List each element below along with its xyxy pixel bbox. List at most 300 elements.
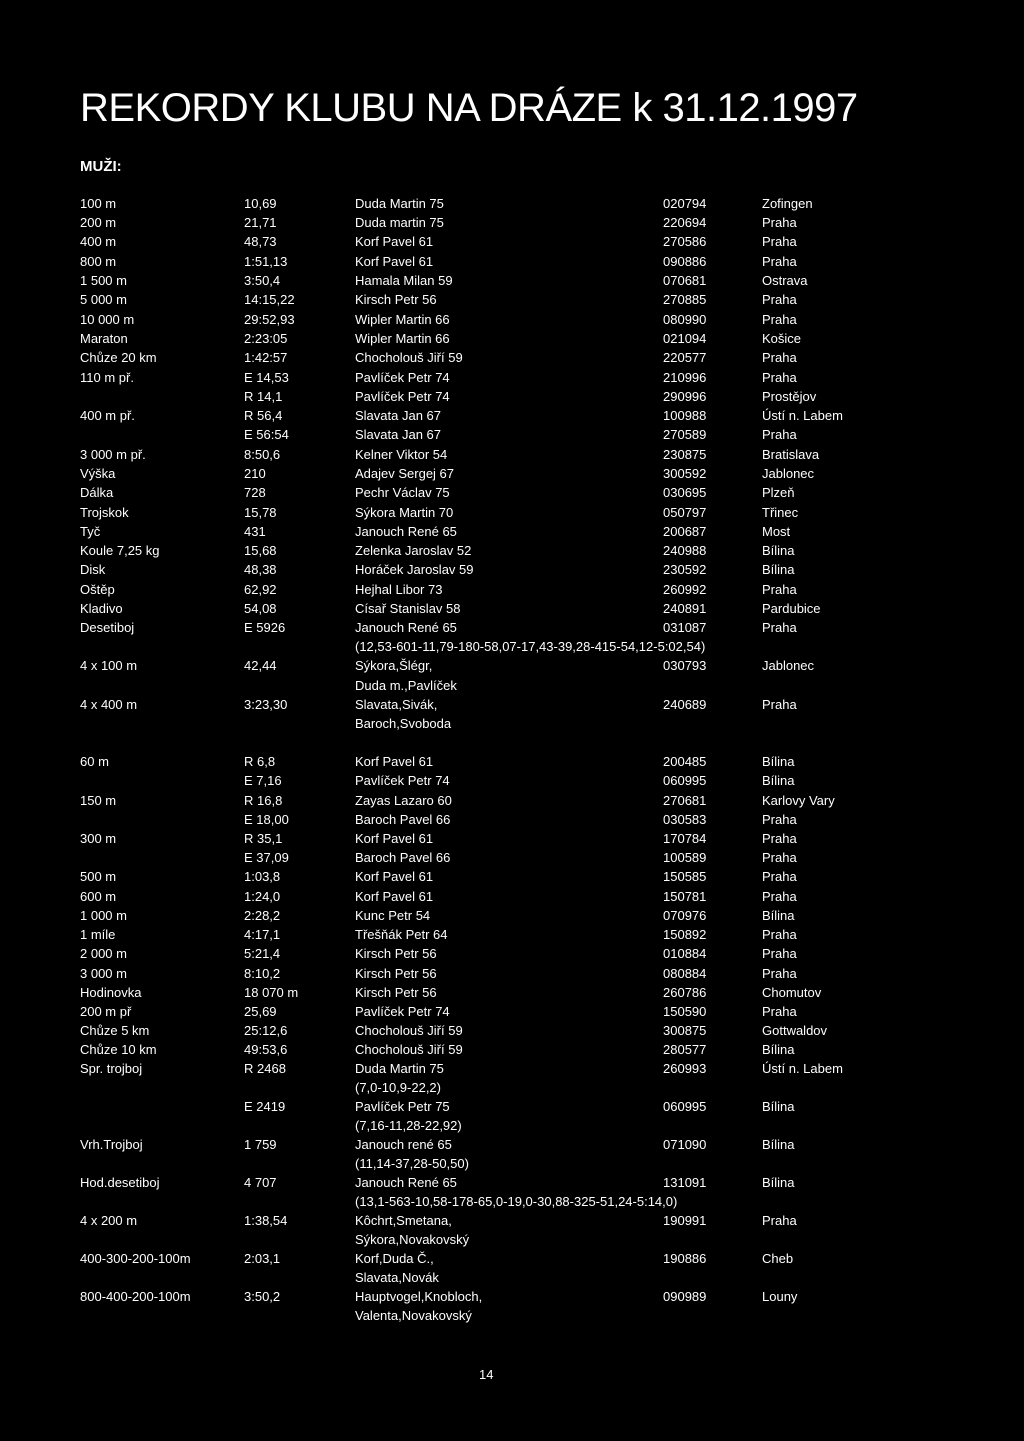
date-cell: 030695 — [663, 485, 707, 500]
athlete-cell: Pavlíček Petr 74 — [355, 1004, 450, 1019]
result-cell: 210 — [244, 466, 266, 481]
result-cell: R 35,1 — [244, 831, 283, 846]
athlete-cell: Kôchrt,Smetana, — [355, 1213, 452, 1228]
table-row — [0, 406, 1024, 426]
athlete-cell: (7,16-11,28-22,92) — [355, 1118, 462, 1133]
athlete-cell: Janouch rené 65 — [355, 1137, 452, 1152]
place-cell: Bílina — [762, 1042, 795, 1057]
discipline-cell: 100 m — [80, 196, 117, 211]
result-cell: E 18,00 — [244, 812, 289, 827]
athlete-cell: Horáček Jaroslav 59 — [355, 562, 474, 577]
place-cell: Praha — [762, 831, 797, 846]
result-cell: 25,69 — [244, 1004, 277, 1019]
date-cell: 300875 — [663, 1023, 707, 1038]
place-cell: Praha — [762, 812, 797, 827]
athlete-cell: Pavlíček Petr 74 — [355, 773, 450, 788]
athlete-cell: Baroch Pavel 66 — [355, 850, 451, 865]
table-row — [0, 810, 1024, 830]
place-cell: Košice — [762, 331, 802, 346]
table-row — [0, 271, 1024, 291]
date-cell: 210996 — [663, 370, 707, 385]
table-row — [0, 618, 1024, 638]
table-row — [0, 1211, 1024, 1231]
discipline-cell: 200 m př — [80, 1004, 132, 1019]
table-row — [0, 1002, 1024, 1022]
athlete-cell: Kirsch Petr 56 — [355, 966, 437, 981]
table-row — [0, 541, 1024, 561]
discipline-cell: 1 500 m — [80, 273, 127, 288]
place-cell: Praha — [762, 889, 797, 904]
discipline-cell: 2 000 m — [80, 946, 127, 961]
athlete-cell: Kelner Viktor 54 — [355, 447, 448, 462]
place-cell: Praha — [762, 620, 797, 635]
athlete-cell: Wipler Martin 66 — [355, 312, 450, 327]
athlete-cell: Korf Pavel 61 — [355, 831, 434, 846]
discipline-cell: 150 m — [80, 793, 117, 808]
date-cell: 020794 — [663, 196, 707, 211]
discipline-cell: 1 míle — [80, 927, 116, 942]
table-row — [0, 1287, 1024, 1307]
place-cell: Plzeň — [762, 485, 795, 500]
place-cell: Karlovy Vary — [762, 793, 835, 808]
date-cell: 100589 — [663, 850, 707, 865]
athlete-cell: Hamala Milan 59 — [355, 273, 453, 288]
place-cell: Bílina — [762, 543, 795, 558]
place-cell: Třinec — [762, 505, 799, 520]
discipline-cell: Koule 7,25 kg — [80, 543, 160, 558]
date-cell: 010884 — [663, 946, 707, 961]
date-cell: 290996 — [663, 389, 707, 404]
result-cell: 8:10,2 — [244, 966, 281, 981]
date-cell: 280577 — [663, 1042, 707, 1057]
athlete-cell: Kunc Petr 54 — [355, 908, 431, 923]
place-cell: Bílina — [762, 754, 795, 769]
table-row — [0, 387, 1024, 407]
discipline-cell: 10 000 m — [80, 312, 135, 327]
date-cell: 260786 — [663, 985, 707, 1000]
discipline-cell: Trojskok — [80, 505, 129, 520]
athlete-cell: Korf Pavel 61 — [355, 234, 434, 249]
result-cell: 431 — [244, 524, 266, 539]
result-cell: R 2468 — [244, 1061, 286, 1076]
discipline-cell: Výška — [80, 466, 116, 481]
result-cell: E 14,53 — [244, 370, 289, 385]
place-cell: Praha — [762, 946, 797, 961]
date-cell: 200687 — [663, 524, 707, 539]
athlete-cell: Valenta,Novakovský — [355, 1308, 472, 1323]
discipline-cell: 4 x 400 m — [80, 697, 138, 712]
discipline-cell: 4 x 200 m — [80, 1213, 138, 1228]
place-cell: Ostrava — [762, 273, 808, 288]
table-row — [0, 771, 1024, 791]
table-row — [0, 348, 1024, 368]
result-cell: 1:03,8 — [244, 869, 281, 884]
athlete-cell: Pechr Václav 75 — [355, 485, 450, 500]
table-row — [0, 1268, 1024, 1288]
table-row — [0, 925, 1024, 945]
result-cell: 48,73 — [244, 234, 277, 249]
place-cell: Praha — [762, 254, 797, 269]
place-cell: Praha — [762, 370, 797, 385]
athlete-cell: Baroch Pavel 66 — [355, 812, 451, 827]
table-row — [0, 232, 1024, 252]
athlete-cell: (11,14-37,28-50,50) — [355, 1156, 469, 1171]
table-row — [0, 1021, 1024, 1041]
result-cell: 54,08 — [244, 601, 277, 616]
table-row — [0, 580, 1024, 600]
table-row — [0, 1135, 1024, 1155]
place-cell: Praha — [762, 234, 797, 249]
table-row — [0, 368, 1024, 388]
discipline-cell: Maraton — [80, 331, 128, 346]
athlete-cell: Kirsch Petr 56 — [355, 946, 437, 961]
place-cell: Praha — [762, 927, 797, 942]
athlete-cell: Hejhal Libor 73 — [355, 582, 443, 597]
date-cell: 260992 — [663, 582, 707, 597]
page-number: 14 — [479, 1367, 494, 1382]
discipline-cell: 3 000 m — [80, 966, 127, 981]
athlete-cell: Slavata Jan 67 — [355, 408, 442, 423]
date-cell: 230592 — [663, 562, 707, 577]
table-row — [0, 599, 1024, 619]
athlete-cell: Baroch,Svoboda — [355, 716, 452, 731]
place-cell: Praha — [762, 966, 797, 981]
place-cell: Chomutov — [762, 985, 822, 1000]
result-cell: E 37,09 — [244, 850, 289, 865]
table-row — [0, 1249, 1024, 1269]
place-cell: Bílina — [762, 773, 795, 788]
place-cell: Bílina — [762, 1099, 795, 1114]
place-cell: Most — [762, 524, 791, 539]
table-row — [0, 252, 1024, 272]
place-cell: Praha — [762, 292, 797, 307]
date-cell: 021094 — [663, 331, 707, 346]
athlete-cell: Kirsch Petr 56 — [355, 292, 437, 307]
discipline-cell: Chůze 5 km — [80, 1023, 150, 1038]
athlete-cell: Korf Pavel 61 — [355, 889, 434, 904]
result-cell: 1 759 — [244, 1137, 277, 1152]
result-cell: R 6,8 — [244, 754, 276, 769]
result-cell: 14:15,22 — [244, 292, 295, 307]
date-cell: 150585 — [663, 869, 707, 884]
result-cell: 3:50,2 — [244, 1289, 281, 1304]
date-cell: 071090 — [663, 1137, 707, 1152]
date-cell: 190886 — [663, 1251, 707, 1266]
table-row — [0, 503, 1024, 523]
athlete-cell: Zelenka Jaroslav 52 — [355, 543, 472, 558]
date-cell: 270681 — [663, 793, 707, 808]
date-cell: 170784 — [663, 831, 707, 846]
table-row — [0, 887, 1024, 907]
result-cell: E 2419 — [244, 1099, 286, 1114]
date-cell: 270589 — [663, 427, 707, 442]
athlete-cell: Slavata Jan 67 — [355, 427, 442, 442]
discipline-cell: Spr. trojboj — [80, 1061, 143, 1076]
discipline-cell: 800 m — [80, 254, 117, 269]
discipline-cell: Desetiboj — [80, 620, 135, 635]
table-row — [0, 676, 1024, 696]
date-cell: 050797 — [663, 505, 707, 520]
table-row — [0, 1306, 1024, 1326]
table-row — [0, 464, 1024, 484]
result-cell: 15,68 — [244, 543, 277, 558]
place-cell: Pardubice — [762, 601, 821, 616]
athlete-cell: Janouch René 65 — [355, 1175, 457, 1190]
discipline-cell: 400-300-200-100m — [80, 1251, 191, 1266]
athlete-cell: Duda m.,Pavlíček — [355, 678, 457, 693]
result-cell: 49:53,6 — [244, 1042, 288, 1057]
date-cell: 270885 — [663, 292, 707, 307]
table-row — [0, 483, 1024, 503]
table-row — [0, 1154, 1024, 1174]
athlete-cell: Třešňák Petr 64 — [355, 927, 448, 942]
page-title: REKORDY KLUBU NA DRÁZE k 31.12.1997 — [80, 86, 858, 130]
result-cell: 2:03,1 — [244, 1251, 281, 1266]
table-row — [0, 944, 1024, 964]
place-cell: Praha — [762, 427, 797, 442]
table-row — [0, 829, 1024, 849]
result-cell: 42,44 — [244, 658, 277, 673]
date-cell: 080990 — [663, 312, 707, 327]
table-row — [0, 329, 1024, 349]
table-row — [0, 522, 1024, 542]
table-row — [0, 1230, 1024, 1250]
place-cell: Prostějov — [762, 389, 817, 404]
athlete-cell: Slavata,Sivák, — [355, 697, 438, 712]
athlete-cell: (13,1-563-10,58-178-65,0-19,0-30,88-325-51,24-5:14,0) — [355, 1194, 678, 1209]
table-row — [0, 1097, 1024, 1117]
date-cell: 090886 — [663, 254, 707, 269]
date-cell: 150892 — [663, 927, 707, 942]
place-cell: Ústí n. Labem — [762, 1061, 843, 1076]
discipline-cell: 4 x 100 m — [80, 658, 138, 673]
result-cell: E 5926 — [244, 620, 286, 635]
result-cell: R 14,1 — [244, 389, 283, 404]
result-cell: 21,71 — [244, 215, 277, 230]
table-row — [0, 714, 1024, 734]
result-cell: 15,78 — [244, 505, 277, 520]
table-row — [0, 983, 1024, 1003]
result-cell: 728 — [244, 485, 266, 500]
result-cell: 1:38,54 — [244, 1213, 288, 1228]
discipline-cell: 60 m — [80, 754, 109, 769]
result-cell: 1:51,13 — [244, 254, 288, 269]
date-cell: 240689 — [663, 697, 707, 712]
athlete-cell: Pavlíček Petr 75 — [355, 1099, 450, 1114]
place-cell: Praha — [762, 350, 797, 365]
discipline-cell: Oštěp — [80, 582, 115, 597]
result-cell: 1:24,0 — [244, 889, 281, 904]
table-row — [0, 194, 1024, 214]
date-cell: 150590 — [663, 1004, 707, 1019]
result-cell: 4 707 — [244, 1175, 277, 1190]
athlete-cell: Sýkora Martin 70 — [355, 505, 454, 520]
place-cell: Louny — [762, 1289, 798, 1304]
table-row — [0, 656, 1024, 676]
table-row — [0, 695, 1024, 715]
discipline-cell: 500 m — [80, 869, 117, 884]
result-cell: 3:50,4 — [244, 273, 281, 288]
result-cell: 18 070 m — [244, 985, 299, 1000]
table-row — [0, 1173, 1024, 1193]
table-row — [0, 906, 1024, 926]
table-row — [0, 637, 1024, 657]
table-row — [0, 752, 1024, 772]
date-cell: 270586 — [663, 234, 707, 249]
athlete-cell: Slavata,Novák — [355, 1270, 439, 1285]
athlete-cell: Korf Pavel 61 — [355, 869, 434, 884]
date-cell: 300592 — [663, 466, 707, 481]
table-row — [0, 848, 1024, 868]
result-cell: E 56:54 — [244, 427, 289, 442]
result-cell: 10,69 — [244, 196, 277, 211]
athlete-cell: Wipler Martin 66 — [355, 331, 450, 346]
place-cell: Praha — [762, 312, 797, 327]
date-cell: 030793 — [663, 658, 707, 673]
date-cell: 060995 — [663, 773, 707, 788]
result-cell: 8:50,6 — [244, 447, 281, 462]
discipline-cell: Hodinovka — [80, 985, 142, 1000]
date-cell: 080884 — [663, 966, 707, 981]
athlete-cell: Korf Pavel 61 — [355, 754, 434, 769]
table-row — [0, 290, 1024, 310]
place-cell: Jablonec — [762, 466, 815, 481]
place-cell: Bílina — [762, 908, 795, 923]
table-row — [0, 1116, 1024, 1136]
athlete-cell: Zayas Lazaro 60 — [355, 793, 452, 808]
athlete-cell: Chocholouš Jiří 59 — [355, 1042, 463, 1057]
table-row — [0, 791, 1024, 811]
discipline-cell: 400 m — [80, 234, 117, 249]
table-row — [0, 1192, 1024, 1212]
date-cell: 230875 — [663, 447, 707, 462]
result-cell: R 56,4 — [244, 408, 283, 423]
date-cell: 031087 — [663, 620, 707, 635]
athlete-cell: (7,0-10,9-22,2) — [355, 1080, 441, 1095]
place-cell: Praha — [762, 1004, 797, 1019]
date-cell: 260993 — [663, 1061, 707, 1076]
section-heading: MUŽI: — [80, 158, 122, 175]
date-cell: 070976 — [663, 908, 707, 923]
discipline-cell: 5 000 m — [80, 292, 127, 307]
result-cell: 1:42:57 — [244, 350, 288, 365]
discipline-cell: Vrh.Trojboj — [80, 1137, 143, 1152]
athlete-cell: Pavlíček Petr 74 — [355, 389, 450, 404]
discipline-cell: 600 m — [80, 889, 117, 904]
result-cell: 2:23:05 — [244, 331, 288, 346]
athlete-cell: Kirsch Petr 56 — [355, 985, 437, 1000]
athlete-cell: Adajev Sergej 67 — [355, 466, 455, 481]
date-cell: 220577 — [663, 350, 707, 365]
table-row — [0, 964, 1024, 984]
place-cell: Zofingen — [762, 196, 813, 211]
athlete-cell: Duda Martin 75 — [355, 196, 444, 211]
place-cell: Bílina — [762, 1175, 795, 1190]
athlete-cell: (12,53-601-11,79-180-58,07-17,43-39,28-415-54,12-5:02,54) — [355, 639, 706, 654]
discipline-cell: Hod.desetiboj — [80, 1175, 160, 1190]
discipline-cell: 3 000 m př. — [80, 447, 146, 462]
discipline-cell: Tyč — [80, 524, 101, 539]
table-row — [0, 867, 1024, 887]
result-cell: R 16,8 — [244, 793, 283, 808]
table-row — [0, 425, 1024, 445]
result-cell: 2:28,2 — [244, 908, 281, 923]
date-cell: 240891 — [663, 601, 707, 616]
athlete-cell: Korf Pavel 61 — [355, 254, 434, 269]
result-cell: E 7,16 — [244, 773, 282, 788]
date-cell: 150781 — [663, 889, 707, 904]
date-cell: 190991 — [663, 1213, 707, 1228]
date-cell: 220694 — [663, 215, 707, 230]
place-cell: Praha — [762, 582, 797, 597]
athlete-cell: Pavlíček Petr 74 — [355, 370, 450, 385]
athlete-cell: Duda martin 75 — [355, 215, 444, 230]
date-cell: 100988 — [663, 408, 707, 423]
result-cell: 48,38 — [244, 562, 277, 577]
result-cell: 62,92 — [244, 582, 277, 597]
discipline-cell: 1 000 m — [80, 908, 127, 923]
place-cell: Bílina — [762, 1137, 795, 1152]
discipline-cell: 800-400-200-100m — [80, 1289, 191, 1304]
discipline-cell: Kladivo — [80, 601, 123, 616]
date-cell: 060995 — [663, 1099, 707, 1114]
place-cell: Praha — [762, 850, 797, 865]
place-cell: Bratislava — [762, 447, 820, 462]
table-row — [0, 310, 1024, 330]
table-row — [0, 1078, 1024, 1098]
discipline-cell: Disk — [80, 562, 106, 577]
place-cell: Praha — [762, 1213, 797, 1228]
result-cell: 3:23,30 — [244, 697, 288, 712]
discipline-cell: 400 m př. — [80, 408, 135, 423]
place-cell: Praha — [762, 697, 797, 712]
date-cell: 200485 — [663, 754, 707, 769]
discipline-cell: 300 m — [80, 831, 117, 846]
athlete-cell: Chocholouš Jiří 59 — [355, 350, 463, 365]
athlete-cell: Císař Stanislav 58 — [355, 601, 461, 616]
discipline-cell: Chůze 20 km — [80, 350, 157, 365]
result-cell: 25:12,6 — [244, 1023, 288, 1038]
place-cell: Cheb — [762, 1251, 794, 1266]
place-cell: Gottwaldov — [762, 1023, 828, 1038]
date-cell: 240988 — [663, 543, 707, 558]
table-row — [0, 1040, 1024, 1060]
discipline-cell: 200 m — [80, 215, 117, 230]
date-cell: 090989 — [663, 1289, 707, 1304]
place-cell: Praha — [762, 869, 797, 884]
athlete-cell: Sýkora,Novakovský — [355, 1232, 470, 1247]
discipline-cell: Dálka — [80, 485, 114, 500]
athlete-cell: Hauptvogel,Knobloch, — [355, 1289, 483, 1304]
athlete-cell: Janouch René 65 — [355, 524, 457, 539]
table-row — [0, 213, 1024, 233]
table-row — [0, 1059, 1024, 1079]
date-cell: 030583 — [663, 812, 707, 827]
place-cell: Bílina — [762, 562, 795, 577]
result-cell: 29:52,93 — [244, 312, 295, 327]
table-row — [0, 445, 1024, 465]
athlete-cell: Duda Martin 75 — [355, 1061, 444, 1076]
date-cell: 070681 — [663, 273, 707, 288]
date-cell: 131091 — [663, 1175, 707, 1190]
result-cell: 4:17,1 — [244, 927, 281, 942]
athlete-cell: Janouch René 65 — [355, 620, 457, 635]
discipline-cell: 110 m př. — [80, 370, 134, 385]
athlete-cell: Korf,Duda Č., — [355, 1251, 434, 1266]
athlete-cell: Sýkora,Šlégr, — [355, 658, 433, 673]
place-cell: Ústí n. Labem — [762, 408, 843, 423]
place-cell: Praha — [762, 215, 797, 230]
